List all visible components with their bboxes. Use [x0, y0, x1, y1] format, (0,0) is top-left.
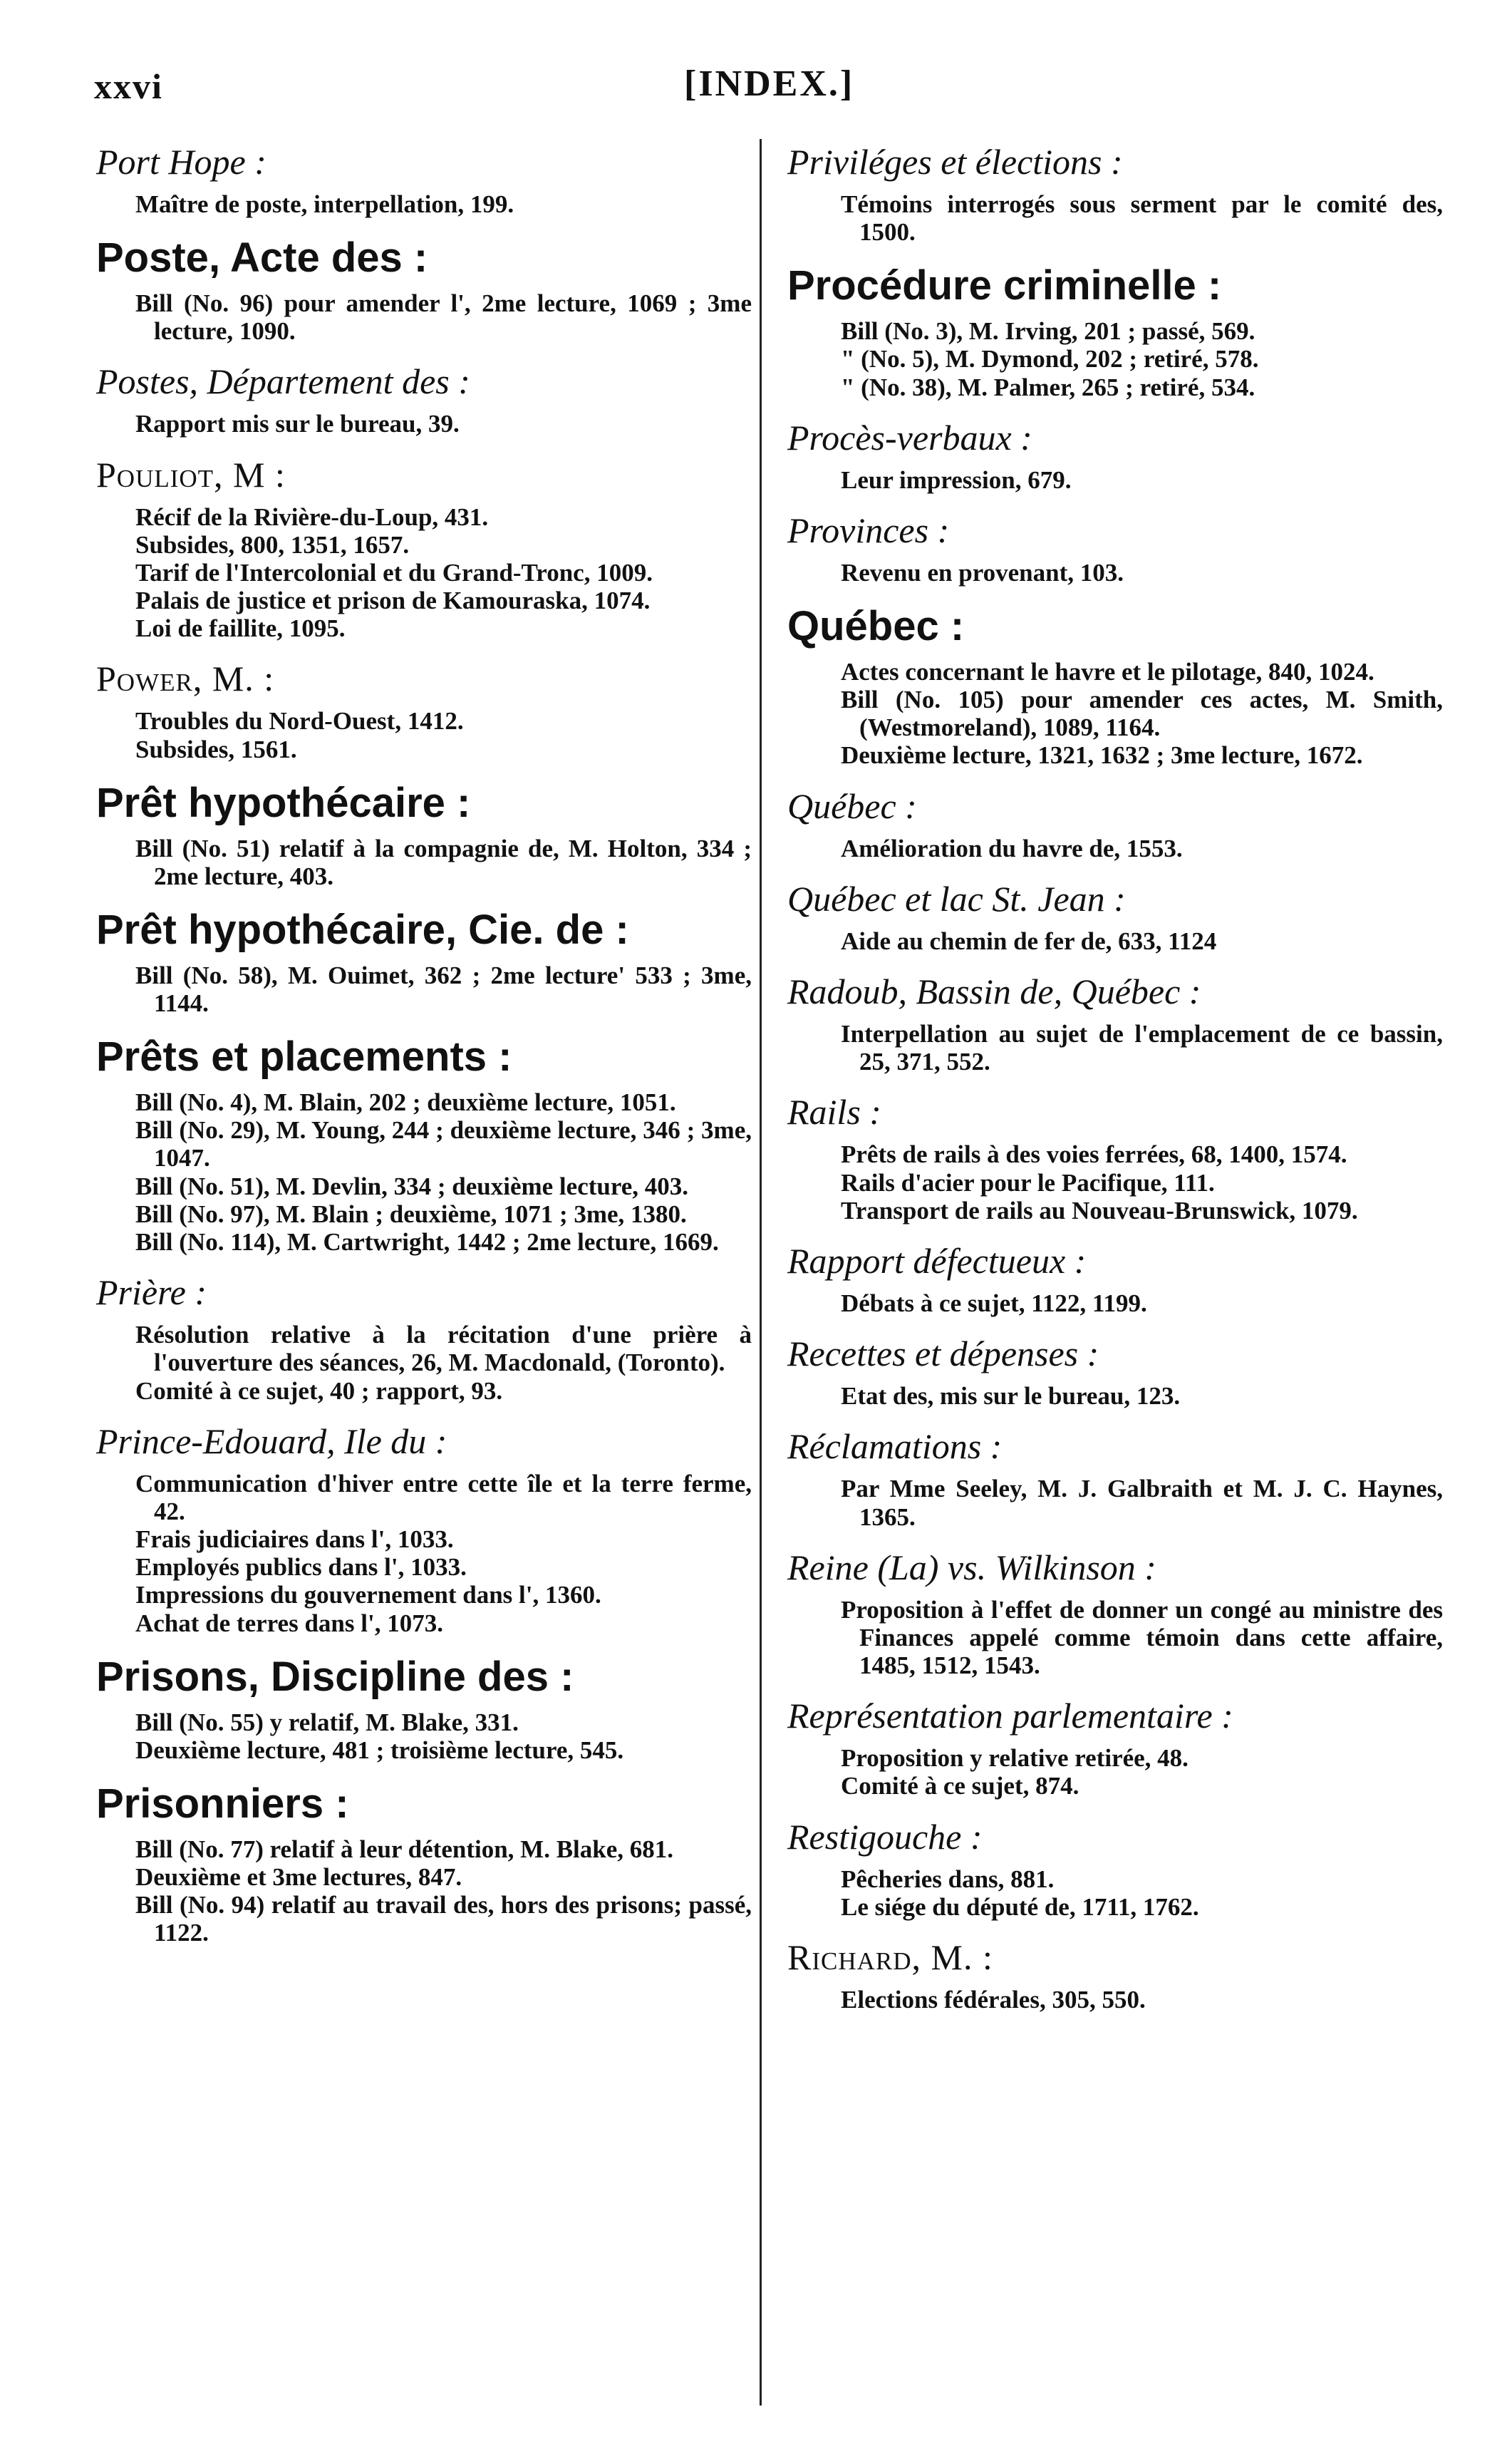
entry-line: Bill (No. 51) relatif à la compagnie de, M. Holton, 334 ; 2me lecture, 403.: [135, 834, 752, 890]
index-entry: [787, 143, 1443, 246]
entry-line: " (No. 5), M. Dymond, 202 ; retiré, 578.: [841, 345, 1259, 373]
entry-line: Le siége du député de, 1711, 1762.: [841, 1892, 1199, 1921]
index-entry: [787, 880, 1443, 955]
entry-line: Rapport mis sur le bureau, 39.: [135, 410, 460, 438]
index-entry: [96, 780, 752, 890]
entry-heading: Rails :: [787, 1092, 881, 1133]
entry-line: Bill (No. 51), M. Devlin, 334 ; deuxième lecture, 403.: [135, 1172, 689, 1200]
entry-line: Proposition y relative retirée, 48.: [841, 1744, 1189, 1773]
entry-line: Maître de poste, interpellation, 199.: [135, 190, 514, 218]
entry-heading: Québec :: [787, 603, 965, 650]
entry-line: Bill (No. 29), M. Young, 244 ; deuxième lecture, 346 ; 3me, 1047.: [135, 1116, 752, 1172]
entry-line: Amélioration du havre de, 1553.: [841, 834, 1183, 862]
entry-line: Revenu en provenant, 103.: [841, 558, 1124, 587]
entry-line: Transport de rails au Nouveau-Brunswick, 1079.: [841, 1196, 1358, 1225]
running-head: [INDEX.]: [684, 63, 855, 104]
index-entry: [787, 418, 1443, 494]
index-entry: [787, 1938, 1443, 2014]
entry-line: Communication d'hiver entre cette île et la terre ferme, 42.: [135, 1469, 752, 1525]
entry-line: Prêts de rails à des voies ferrées, 68, 1400, 1574.: [841, 1140, 1347, 1169]
entry-line: Palais de justice et prison de Kamouraska, 1074.: [135, 587, 651, 615]
column-divider: [760, 139, 762, 2406]
index-entry: [96, 235, 752, 345]
entry-line: Bill (No. 3), M. Irving, 201 ; passé, 569.: [841, 317, 1255, 346]
index-entry: [96, 1654, 752, 1764]
entry-heading: Power, M. :: [96, 659, 275, 699]
entry-line: Elections fédérales, 305, 550.: [841, 1986, 1146, 2014]
page-number: xxvi: [94, 66, 163, 106]
entry-heading: Prisonniers :: [96, 1780, 349, 1827]
index-entry: [96, 659, 752, 763]
entry-heading: Pouliot, M :: [96, 454, 286, 495]
entry-line: Impressions du gouvernement dans l', 1360.: [135, 1581, 601, 1609]
entry-heading: Postes, Département des :: [96, 361, 470, 402]
entry-heading: Poste, Acte des :: [96, 234, 428, 282]
entry-heading: Priviléges et élections :: [787, 142, 1123, 182]
entry-heading: Prince-Edouard, Ile du :: [96, 1421, 447, 1461]
entry-line: Proposition à l'effet de donner un congé au ministre des Finances appelé comme témoin dans cette affaire, 1485, 1512, 1543.: [841, 1595, 1443, 1680]
entry-heading: Québec :: [787, 785, 917, 826]
entry-line: Troubles du Nord-Ouest, 1412.: [135, 707, 464, 736]
entry-line: Leur impression, 679.: [841, 465, 1072, 494]
entry-heading: Prêts et placements :: [96, 1033, 512, 1081]
entry-heading: Prêt hypothécaire, Cie. de :: [96, 907, 629, 954]
entry-heading: Prière :: [96, 1272, 207, 1313]
entry-line: Aide au chemin de fer de, 633, 1124: [841, 927, 1217, 955]
index-entry: [787, 263, 1443, 401]
entry-heading: Port Hope :: [96, 142, 266, 182]
entry-heading: Rapport défectueux :: [787, 1240, 1087, 1281]
index-entry: [787, 1427, 1443, 1530]
entry-line: Rails d'acier pour le Pacifique, 111.: [841, 1168, 1215, 1197]
index-entry: [96, 455, 752, 643]
entry-line: Pêcheries dans, 881.: [841, 1865, 1055, 1893]
entry-line: Bill (No. 114), M. Cartwright, 1442 ; 2me lecture, 1669.: [135, 1227, 719, 1256]
entry-line: Deuxième et 3me lectures, 847.: [135, 1862, 462, 1891]
entry-line: Loi de faillite, 1095.: [135, 614, 346, 643]
entry-heading: Québec et lac St. Jean :: [787, 878, 1126, 919]
entry-heading: Restigouche :: [787, 1816, 983, 1857]
entry-heading: Procédure criminelle :: [787, 262, 1222, 309]
entry-heading: Prisons, Discipline des :: [96, 1653, 574, 1700]
index-entry: [787, 1334, 1443, 1410]
index-entry: [96, 1422, 752, 1637]
entry-line: Frais judiciaires dans l', 1033.: [135, 1525, 454, 1554]
index-entry: [787, 1242, 1443, 1317]
entry-heading: Reine (La) vs. Wilkinson :: [787, 1547, 1156, 1587]
index-entry: [787, 972, 1443, 1076]
entry-heading: Réclamations :: [787, 1426, 1003, 1467]
entry-line: Bill (No. 4), M. Blain, 202 ; deuxième lecture, 1051.: [135, 1088, 676, 1116]
entry-heading: Procès-verbaux :: [787, 417, 1032, 458]
left-column: [96, 143, 752, 1964]
entry-line: Par Mme Seeley, M. J. Galbraith et M. J. C. Haynes, 1365.: [841, 1475, 1443, 1531]
entry-heading: Recettes et dépenses :: [787, 1334, 1099, 1374]
entry-line: Subsides, 1561.: [135, 735, 297, 763]
entry-heading: Richard, M. :: [787, 1937, 993, 1978]
index-entry: [787, 1696, 1443, 1800]
entry-heading: Représentation parlementaire :: [787, 1696, 1233, 1736]
entry-line: Bill (No. 77) relatif à leur détention, M. Blake, 681.: [135, 1835, 674, 1863]
index-entry: [787, 604, 1443, 770]
entry-line: " (No. 38), M. Palmer, 265 ; retiré, 534.: [841, 373, 1255, 401]
index-entry: [787, 1548, 1443, 1680]
index-entry: [787, 511, 1443, 587]
index-entry: [787, 1818, 1443, 1921]
index-entry: [96, 362, 752, 438]
entry-heading: Prêt hypothécaire :: [96, 779, 471, 826]
entry-line: Bill (No. 94) relatif au travail des, hors des prisons; passé, 1122.: [135, 1891, 752, 1947]
entry-line: Tarif de l'Intercolonial et du Grand-Tronc, 1009.: [135, 558, 653, 587]
entry-line: Interpellation au sujet de l'emplacement de ce bassin, 25, 371, 552.: [841, 1020, 1443, 1076]
entry-line: Bill (No. 97), M. Blain ; deuxième, 1071 ; 3me, 1380.: [135, 1200, 687, 1228]
entry-line: Comité à ce sujet, 874.: [841, 1772, 1079, 1800]
entry-line: Bill (No. 105) pour amender ces actes, M. Smith, (Westmoreland), 1089, 1164.: [841, 686, 1443, 742]
entry-line: Témoins interrogés sous serment par le comité des, 1500.: [841, 190, 1443, 247]
index-entry: [787, 787, 1443, 862]
entry-line: Bill (No. 58), M. Ouimet, 362 ; 2me lecture' 533 ; 3me, 1144.: [135, 961, 752, 1018]
index-entry: [787, 1093, 1443, 1225]
right-column: [787, 143, 1443, 2031]
index-entry: [96, 1273, 752, 1405]
index-entry: [96, 1781, 752, 1947]
entry-line: Comité à ce sujet, 40 ; rapport, 93.: [135, 1376, 503, 1405]
entry-line: Récif de la Rivière-du-Loup, 431.: [135, 502, 489, 531]
entry-line: Etat des, mis sur le bureau, 123.: [841, 1382, 1181, 1411]
entry-line: Subsides, 800, 1351, 1657.: [135, 530, 410, 559]
entry-line: Deuxième lecture, 481 ; troisième lecture, 545.: [135, 1736, 624, 1764]
entry-line: Achat de terres dans l', 1073.: [135, 1609, 443, 1637]
entry-heading: Radoub, Bassin de, Québec :: [787, 971, 1201, 1012]
entry-line: Débats à ce sujet, 1122, 1199.: [841, 1289, 1147, 1317]
entry-line: Employés publics dans l', 1033.: [135, 1553, 467, 1582]
index-entry: [96, 1034, 752, 1256]
entry-line: Actes concernant le havre et le pilotage, 840, 1024.: [841, 657, 1374, 686]
entry-line: Résolution relative à la récitation d'une prière à l'ouverture des séances, 26, M. Macdonald, (Toronto).: [135, 1321, 752, 1377]
index-entry: [96, 907, 752, 1017]
index-entry: [96, 143, 752, 218]
entry-line: Bill (No. 96) pour amender l', 2me lecture, 1069 ; 3me lecture, 1090.: [135, 289, 752, 346]
entry-heading: Provinces :: [787, 510, 950, 550]
entry-line: Deuxième lecture, 1321, 1632 ; 3me lecture, 1672.: [841, 741, 1363, 770]
entry-line: Bill (No. 55) y relatif, M. Blake, 331.: [135, 1708, 519, 1736]
